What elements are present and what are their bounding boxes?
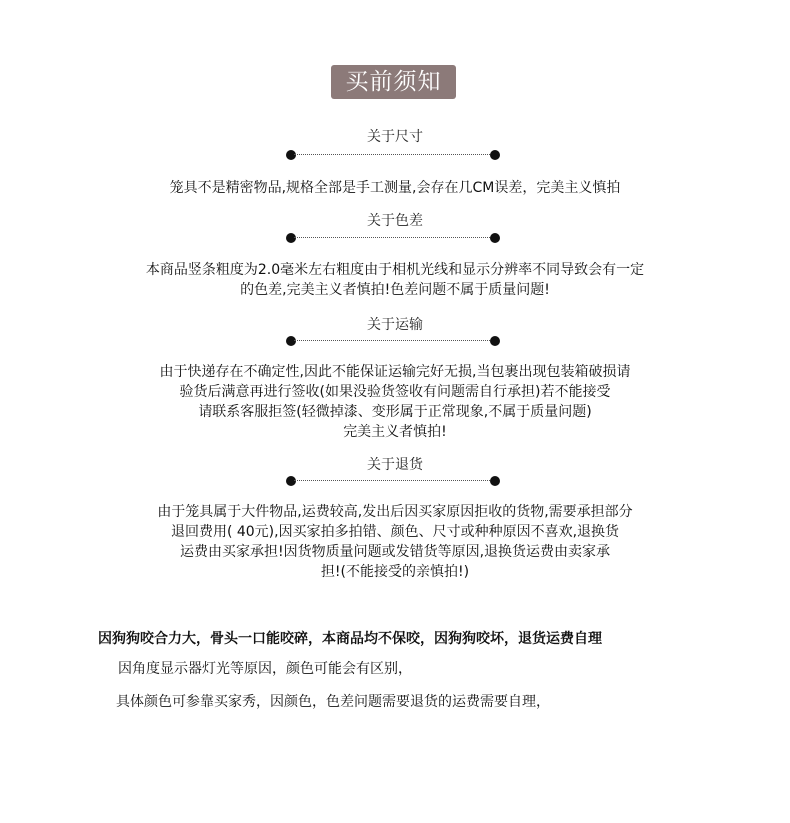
notice-badge: 买前须知	[331, 65, 456, 99]
section-text-shipping-line1: 由于快递存在不确定性,因此不能保证运输完好无损,当包裹出现包装箱破损请	[159, 364, 631, 380]
divider-line	[294, 237, 492, 238]
section-text-color-line2: 的色差,完美主义者慎拍!色差问题不属于质量问题!	[240, 282, 550, 298]
section-divider-color	[286, 233, 500, 243]
section-divider-returns	[286, 476, 500, 486]
divider-dot-left	[286, 233, 296, 243]
section-text-shipping-line2: 验货后满意再进行签收(如果没验货签收有问题需自行承担)若不能接受	[179, 384, 611, 400]
section-title-size: 关于尺寸	[367, 129, 423, 145]
divider-dot-right	[490, 476, 500, 486]
section-text-color-line1: 本商品竖条粗度为2.0毫米左右粗度由于相机光线和显示分辨率不同导致会有一定	[145, 262, 645, 278]
section-title-returns: 关于退货	[367, 457, 423, 473]
section-text-returns-line3: 运费由买家承担!因货物质量问题或发错货等原因,退换货运费由卖家承	[179, 544, 611, 560]
divider-line	[294, 340, 492, 341]
section-text-shipping-line3: 请联系客服拒签(轻微掉漆、变形属于正常现象,不属于质量问题)	[198, 404, 592, 420]
section-text-size-line1: 笼具不是精密物品,规格全部是手工测量,会存在几CM误差，完美主义慎拍	[169, 180, 621, 196]
section-text-returns-line2: 退回费用( 40元),因买家拍多拍错、颜色、尺寸或种种原因不喜欢,退换货	[170, 524, 620, 540]
divider-line	[294, 154, 492, 155]
divider-dot-left	[286, 476, 296, 486]
divider-dot-right	[490, 150, 500, 160]
note-bite-warning: 因狗狗咬合力大，骨头一口能咬碎，本商品均不保咬，因狗狗咬坏，退货运费自理	[98, 631, 602, 647]
divider-dot-right	[490, 233, 500, 243]
section-title-color: 关于色差	[367, 213, 423, 229]
divider-dot-right	[490, 336, 500, 346]
section-divider-shipping	[286, 336, 500, 346]
divider-line	[294, 480, 492, 481]
note-color-difference: 因角度显示器灯光等原因，颜色可能会有区别，	[118, 661, 412, 677]
divider-dot-left	[286, 336, 296, 346]
divider-dot-left	[286, 150, 296, 160]
section-text-returns-line1: 由于笼具属于大件物品,运费较高,发出后因买家原因拒收的货物,需要承担部分	[157, 504, 633, 520]
section-divider-size	[286, 150, 500, 160]
section-text-shipping-line4: 完美主义者慎拍!	[343, 424, 447, 440]
note-buyer-show: 具体颜色可参靠买家秀，因颜色，色差问题需要退货的运费需要自理，	[116, 694, 550, 710]
section-text-returns-line4: 担!(不能接受的亲慎拍!)	[320, 564, 470, 580]
section-title-shipping: 关于运输	[367, 317, 423, 333]
